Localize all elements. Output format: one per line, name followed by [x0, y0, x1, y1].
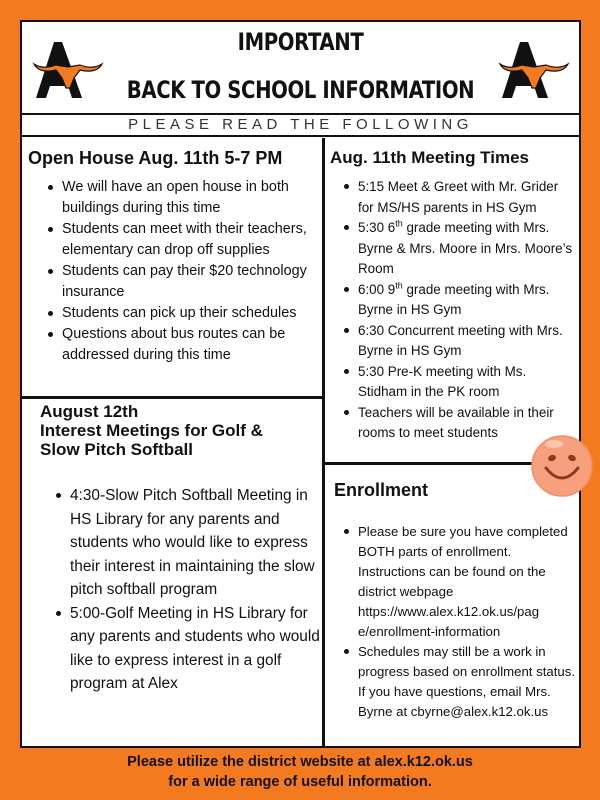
footer-line-1: Please utilize the district website at alex.k12.ok.us: [127, 754, 473, 770]
open-house-section: [28, 148, 320, 366]
enrollment-section: [334, 480, 578, 722]
open-house-list: [28, 177, 320, 366]
enrollment-heading: Enrollment: [334, 480, 429, 500]
title-line-1: IMPORTANT: [237, 28, 364, 56]
list-item: 5:15 Meet & Greet with Mr. Grider for MS/HS parents in HS Gym: [358, 177, 576, 218]
list-item: 5:30 Pre-K meeting with Ms. Stidham in the PK room: [358, 362, 576, 403]
interest-meetings-heading: August 12th Interest Meetings for Golf & Slow Pitch Softball: [40, 402, 263, 459]
list-item: 6:30 Concurrent meeting with Mrs. Byrne in HS Gym: [358, 321, 576, 362]
list-item: 5:00-Golf Meeting in HS Library for any parents and students who would like to express interest in a golf program at Alex: [70, 602, 320, 696]
list-item: 4:30-Slow Pitch Softball Meeting in HS Library for any parents and students who would like to express their interest in maintaining the slow pitch softball program: [70, 484, 320, 602]
list-item: Students can pay their $20 technology insurance: [62, 261, 320, 303]
meeting-times-list: [330, 177, 576, 444]
list-item: Teachers will be available in their rooms to meet students: [358, 403, 576, 444]
meeting-times-heading: Aug. 11th Meeting Times: [330, 148, 530, 167]
header: [22, 22, 579, 112]
left-divider: [22, 396, 322, 399]
enrollment-list: [334, 522, 578, 722]
title-line-2: BACK TO SCHOOL INFORMATION: [126, 76, 475, 104]
footer-note: [0, 752, 600, 792]
vertical-divider: [322, 138, 325, 748]
list-item: Questions about bus routes can be addressed during this time: [62, 324, 320, 366]
list-item: 5:30 6th grade meeting with Mrs. Byrne & Mrs. Moore in Mrs. Moore’s Room: [358, 218, 576, 280]
open-house-heading: Open House Aug. 11th 5-7 PM: [28, 148, 283, 168]
list-item: We will have an open house in both buildings during this time: [62, 177, 320, 219]
list-item: Schedules may still be a work in progress based on enrollment status. If you have questions, email Mrs. Byrne at cbyrne@alex.k12.ok.us: [358, 642, 578, 722]
interest-meetings-section: [40, 402, 320, 696]
list-item: Please be sure you have completed BOTH parts of enrollment. Instructions can be found on the district webpage https://www.alex.k12.ok.us/pag e/enrollment-information: [358, 522, 578, 642]
list-item: Students can pick up their schedules: [62, 303, 320, 324]
footer-line-2: for a wide range of useful information.: [168, 774, 432, 790]
list-item: 6:00 9th grade meeting with Mrs. Byrne in HS Gym: [358, 280, 576, 321]
meeting-times-section: [330, 148, 576, 444]
smiley-face-icon: [530, 432, 594, 498]
list-item: Students can meet with their teachers, elementary can drop off supplies: [62, 219, 320, 261]
interest-meetings-list: [40, 484, 320, 696]
subtitle-bar: PLEASE READ THE FOLLOWING: [22, 113, 579, 137]
flyer-card: [20, 20, 581, 748]
